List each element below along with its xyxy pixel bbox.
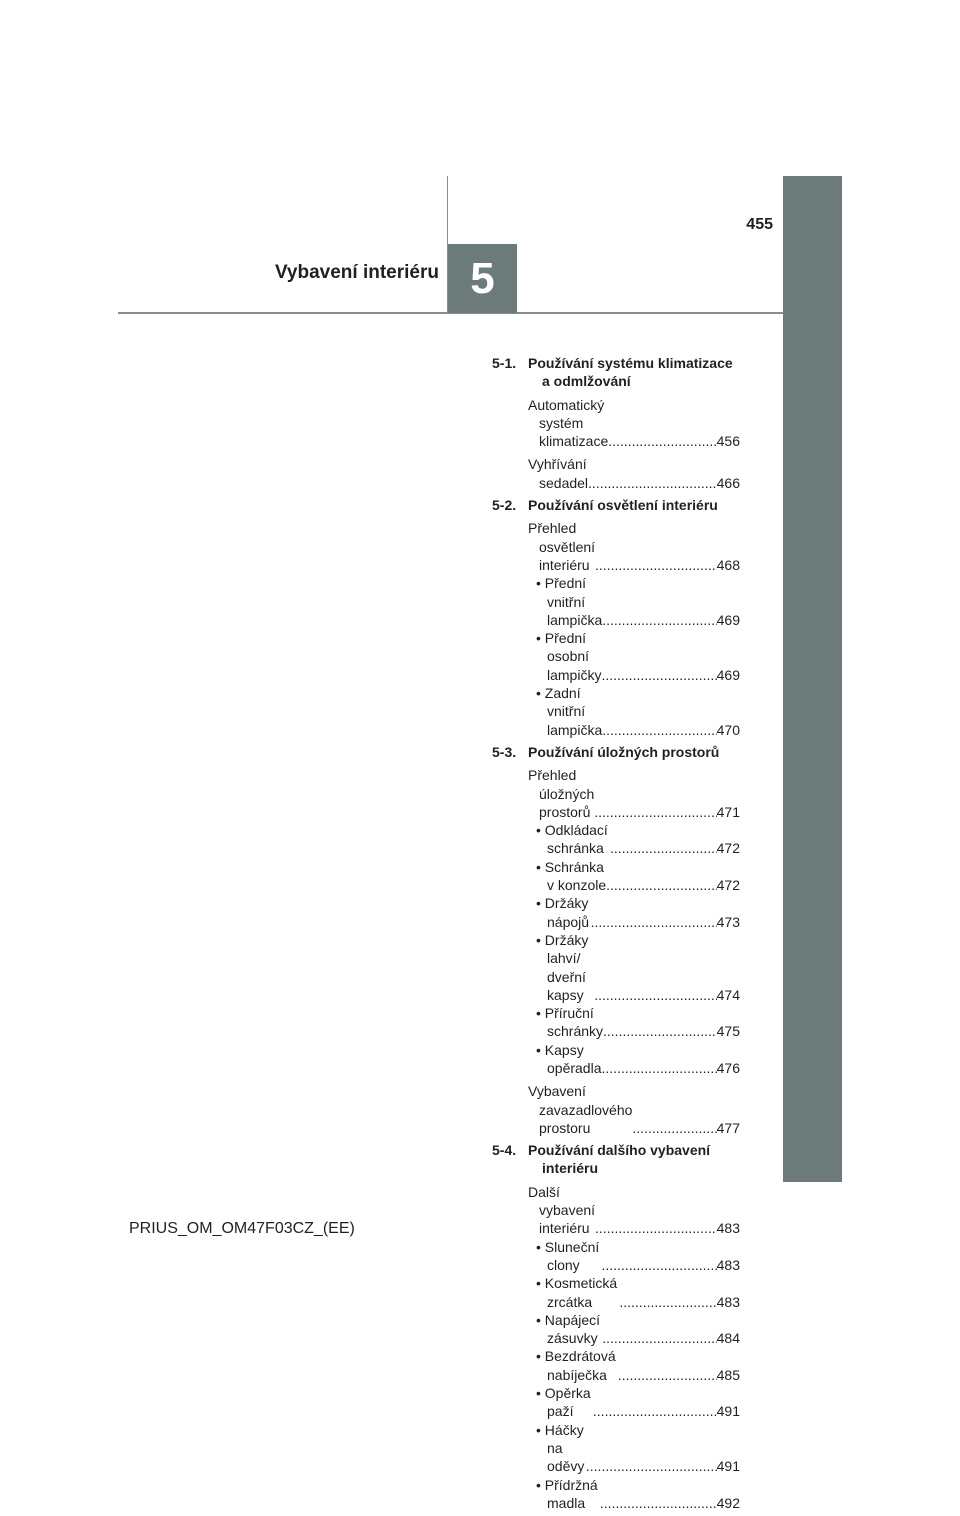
dot-leader [600,1494,717,1512]
section-number: 5-4. [492,1142,517,1159]
toc-subentry[interactable] [528,629,740,684]
page-reference: 474 [716,986,740,1003]
dot-leader [603,1022,717,1040]
page-reference: 469 [716,611,740,628]
toc-subentry[interactable] [528,1238,740,1275]
page-reference: 470 [716,721,740,738]
toc-section-heading[interactable] [492,743,740,761]
dot-leader [595,1219,717,1237]
section-title: Používání osvětlení interiéru [528,497,718,514]
entry-label: • Háčky na oděvy [536,1421,585,1475]
toc-subentry[interactable] [528,574,740,629]
entry-label: • Přední osobní lampičky [536,630,602,683]
toc-section [492,1141,740,1512]
toc-subentry[interactable] [528,1004,740,1041]
entry-label: • Držáky lahví/ dveřní kapsy [536,931,589,1003]
toc-subentry[interactable] [528,1347,740,1384]
entry-label: • Napájecí zásuvky [536,1311,601,1347]
toc-subentry[interactable] [528,1421,740,1476]
section-title: Používání systému klimatizace a odmlžování [528,355,733,390]
page-reference: 456 [716,433,740,450]
toc-subentry[interactable] [528,684,740,739]
toc-subentry[interactable] [528,821,740,858]
document-code: PRIUS_OM_OM47F03CZ_(EE) [129,1220,355,1237]
entry-label: Přehled úložných prostorů [528,767,595,820]
page-reference: 475 [716,1023,740,1040]
page-reference: 483 [716,1256,740,1273]
page-reference: 483 [716,1220,740,1237]
page-reference: 491 [716,1458,740,1475]
entry-label: Další vybavení interiéru [528,1183,596,1237]
section-title: Používání dalšího vybavení interiéru [528,1142,711,1177]
toc-section-heading[interactable] [492,354,740,391]
toc-section-heading[interactable] [492,1141,740,1178]
page-reference: 477 [716,1119,740,1136]
dot-leader [588,474,717,492]
section-number: 5-3. [492,743,517,760]
toc-entry[interactable] [528,766,740,821]
dot-leader [595,556,717,574]
toc-entry[interactable] [528,1183,740,1238]
dot-leader [602,721,716,739]
dot-leader [608,432,716,450]
dot-leader [591,913,717,931]
page-reference: 485 [716,1366,740,1383]
dot-leader [619,1293,716,1311]
dot-leader [602,1329,716,1347]
toc-subentry[interactable] [528,1041,740,1078]
toc-section-heading[interactable] [492,496,740,514]
entry-label: • Držáky nápojů [536,895,590,930]
page-reference: 483 [716,1293,740,1310]
dot-leader [602,1059,717,1077]
dot-leader [618,1366,717,1384]
toc-subentry[interactable] [528,1476,740,1513]
entry-label: Přehled osvětlení interiéru [528,520,596,573]
dot-leader [602,611,716,629]
page-reference: 476 [716,1059,740,1076]
entry-label: • Zadní vnitřní lampička [536,685,603,738]
dot-leader [601,1256,716,1274]
table-of-contents [492,354,740,1516]
entry-label: • Sluneční clony [536,1238,600,1273]
page-reference: 466 [716,474,740,491]
entry-label: • Schránka v konzole [536,858,607,894]
entry-label: Vybavení zavazadlového prostoru [528,1083,633,1136]
section-title: Používání úložných prostorů [528,743,720,760]
toc-subentry[interactable] [528,1274,740,1311]
entry-label: • Kapsy opěradla [536,1041,602,1076]
page-reference: 471 [716,803,740,820]
entry-label: • Přední vnitřní lampička [536,575,603,628]
toc-entry[interactable] [528,519,740,574]
dot-leader [632,1119,716,1137]
dot-leader [586,1457,717,1475]
toc-subentry[interactable] [528,1311,740,1348]
toc-subentry[interactable] [528,858,740,895]
toc-section [492,743,740,1137]
entry-label: • Odkládací schránka [536,822,608,857]
page-reference: 472 [716,840,740,857]
page-reference: 469 [716,666,740,683]
page-reference: 468 [716,556,740,573]
toc-entry[interactable] [528,1082,740,1137]
page-reference: 484 [716,1330,740,1347]
page-reference: 472 [716,877,740,894]
toc-entry[interactable] [528,396,740,451]
page-reference: 492 [716,1494,740,1511]
chapter-side-tab [783,176,842,1182]
page-reference: 491 [716,1403,740,1420]
toc-section [492,496,740,739]
entry-label: Automatický systém klimatizace [528,396,609,450]
entry-label: • Bezdrátová nabíječka [536,1348,616,1383]
page-reference: 473 [716,913,740,930]
toc-subentry[interactable] [528,894,740,931]
dot-leader [594,803,716,821]
chapter-number-box: 5 [448,244,517,313]
dot-leader [594,986,716,1004]
dot-leader [606,876,717,894]
toc-entry[interactable] [528,455,740,492]
entry-label: Vyhřívání sedadel [528,456,589,491]
dot-leader [610,839,717,857]
entry-label: • Opěrka paží [536,1385,591,1420]
section-number: 5-2. [492,497,517,514]
dot-leader [593,1402,717,1420]
page-number: 455 [746,216,773,233]
chapter-title: Vybavení interiéru [274,262,439,283]
toc-subentry[interactable] [528,931,740,1004]
dot-leader [601,666,716,684]
section-number: 5-1. [492,355,517,371]
entry-label: • Příruční schránky [536,1005,604,1040]
entry-label: • Kosmetická zrcátka [536,1275,618,1310]
toc-subentry[interactable] [528,1384,740,1421]
entry-label: • Přídržná madla [536,1476,598,1511]
toc-section [492,354,740,492]
